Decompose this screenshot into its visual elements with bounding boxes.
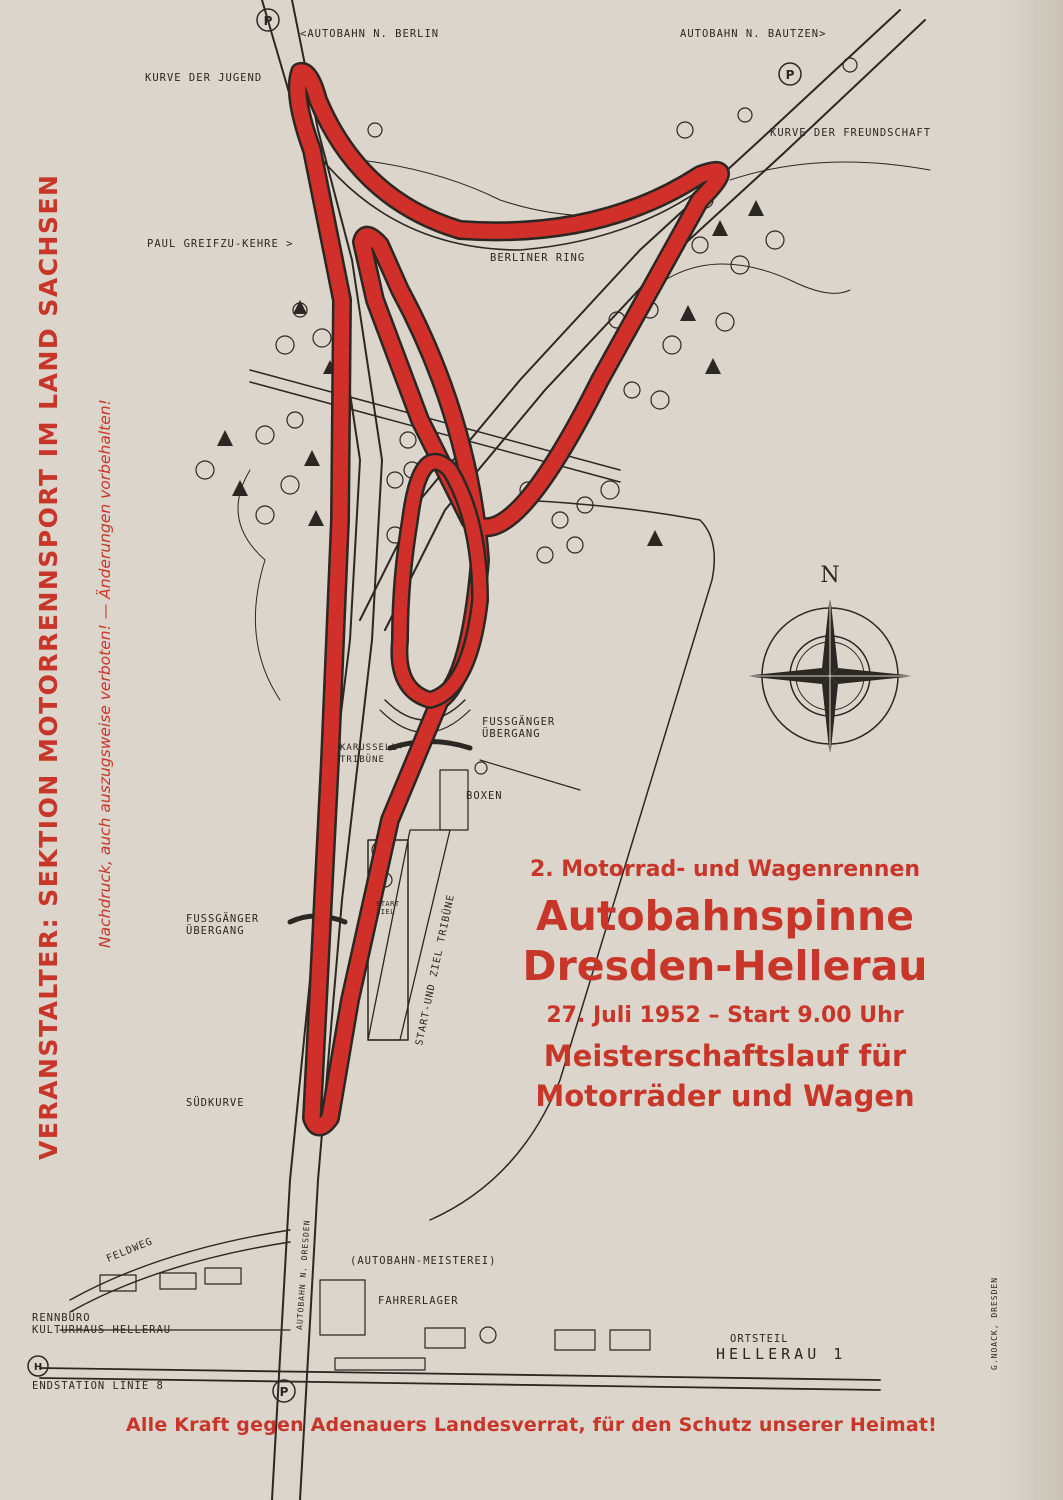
start-ziel-label: START ZIEL bbox=[376, 900, 400, 916]
event-subtitle: 2. Motorrad- und Wagenrennen bbox=[529, 857, 921, 882]
ortsteil-label: ORTSTEIL bbox=[730, 1333, 789, 1345]
sudkurve-label: SÜDKURVE bbox=[186, 1097, 245, 1109]
paul-greifzu-kehre-label: PAUL GREIFZU-KEHRE > bbox=[147, 238, 294, 250]
compass-rose bbox=[744, 594, 916, 758]
championship-line-2: Motorräder und Wagen bbox=[535, 1079, 915, 1113]
hellerau-1-label: HELLERAU 1 bbox=[716, 1345, 847, 1363]
fussganger-ubergang-label-2: FUSSGÄNGER ÜBERGANG bbox=[186, 913, 260, 937]
fussganger-ubergang-label: FUSSGÄNGER ÜBERGANG bbox=[482, 716, 556, 740]
autobahn-dresden-label: AUTOBAHN N. DRESDEN bbox=[295, 1219, 312, 1331]
event-location: Dresden-Hellerau bbox=[522, 942, 928, 990]
autobahn-meisterei-label: (AUTOBAHN-MEISTEREI) bbox=[350, 1255, 497, 1267]
kurve-der-freundschaft-label: KURVE DER FREUNDSCHAFT bbox=[770, 127, 932, 139]
tram-stop-icon: H bbox=[33, 1362, 43, 1373]
trees bbox=[196, 58, 857, 1343]
berliner-ring-label: BERLINER RING bbox=[490, 252, 586, 264]
reprint-notice: Nachdruck, auch auszugsweise verboten! — Änderungen vorbehalten! bbox=[96, 399, 114, 948]
event-title: Autobahnspinne bbox=[535, 892, 915, 940]
fahrerlager-label: FAHRERLAGER bbox=[378, 1295, 459, 1307]
rennburo-label: RENNBÜRO KULTURHAUS HELLERAU bbox=[32, 1312, 172, 1336]
artist-credit: G.NOACK, DRESDEN bbox=[990, 1276, 999, 1370]
endstation-label: ENDSTATION LINIE 8 bbox=[32, 1380, 164, 1392]
feldweg-label: FELDWEG bbox=[105, 1236, 155, 1265]
boxen-label: BOXEN bbox=[466, 790, 503, 802]
parking-icon: P bbox=[785, 68, 795, 82]
autobahn-berlin-label: <AUTOBAHN N. BERLIN bbox=[300, 28, 440, 40]
political-slogan: Alle Kraft gegen Adenauers Landesverrat, für den Schutz unserer Heimat! bbox=[126, 1414, 937, 1436]
event-date: 27. Juli 1952 – Start 9.00 Uhr bbox=[546, 1003, 904, 1028]
start-ziel-tribune-label: START-UND ZIEL TRIBÜNE bbox=[414, 893, 458, 1047]
event-title-block bbox=[470, 850, 980, 1116]
parking-icon: P bbox=[279, 1385, 289, 1399]
championship-line-1: Meisterschaftslauf für bbox=[543, 1039, 907, 1073]
karussell-tribune-label: KARUSSELL- TRIBÜNE bbox=[340, 743, 405, 765]
organizer-text: VERANSTALTER: SEKTION MOTORRENNSPORT IM LAND SACHSEN bbox=[34, 173, 63, 1160]
compass-north-label: N bbox=[820, 563, 840, 588]
parking-icon: P bbox=[263, 14, 273, 28]
kurve-der-jugend-label: KURVE DER JUGEND bbox=[145, 72, 263, 84]
autobahn-bautzen-label: AUTOBAHN N. BAUTZEN> bbox=[680, 28, 827, 40]
